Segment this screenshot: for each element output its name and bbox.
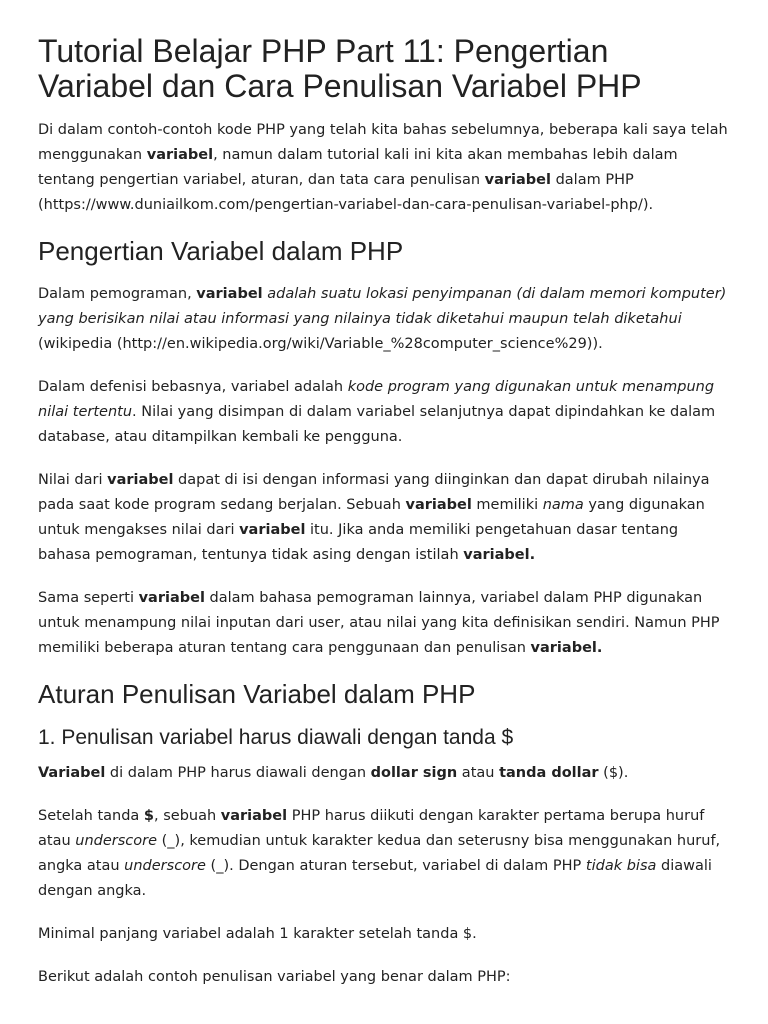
bold-term: tanda dollar	[499, 765, 599, 781]
section-heading-pengertian: Pengertian Variabel dalam PHP	[38, 236, 404, 266]
paragraph: Minimal panjang variabel adalah 1 karakter setelah tanda $.	[38, 926, 477, 942]
text: , namun dalam tutorial kali ini kita akan membahas lebih dalam tentang pengertian variabel, aturan, dan tata cara penulisan	[38, 147, 678, 188]
bold-term: variabel.	[530, 640, 603, 656]
bold-term: dollar sign	[370, 765, 458, 781]
text: Setelah tanda	[38, 808, 144, 824]
text: dalam PHP (https://www.duniailkom.com/pengertian-variabel-dan-cara-penulisan-variabel-php/).	[38, 172, 654, 213]
text: (wikipedia (http://en.wikipedia.org/wiki/Variable_%28computer_science%29)).	[38, 336, 603, 352]
paragraph	[38, 804, 730, 904]
bold-term: variabel	[138, 590, 205, 606]
text: PHP harus diikuti dengan karakter pertama berupa huruf atau	[38, 808, 705, 849]
intro-paragraph	[38, 118, 730, 218]
text: Sama seperti	[38, 590, 139, 606]
text: ($).	[598, 765, 629, 781]
text: dalam bahasa pemograman lainnya, variabel dalam PHP digunakan untuk menampung nilai inputan dari user, atau nilai yang kita definisikan sendiri. Namun PHP memiliki beberapa aturan tentang cara penggunaan dan penulisan	[38, 590, 720, 656]
section-heading-aturan: Aturan Penulisan Variabel dalam PHP	[38, 679, 476, 709]
text: yang digunakan untuk mengakses nilai dari	[38, 497, 705, 538]
bold-term: variabel	[107, 472, 174, 488]
italic-text: nama	[542, 497, 584, 513]
paragraph	[38, 375, 730, 450]
italic-text: tidak bisa	[585, 858, 657, 874]
text: diawali dengan angka.	[38, 858, 712, 899]
bold-term: variabel	[196, 286, 263, 302]
bold-term: variabel	[146, 147, 214, 163]
bold-term: variabel	[405, 497, 472, 513]
text: dapat di isi dengan informasi yang diinginkan dan dapat dirubah nilainya pada saat kode program sedang berjalan. Sebuah	[38, 472, 710, 513]
bold-term: variabel	[484, 172, 551, 188]
paragraph	[38, 282, 730, 357]
text: . Nilai yang disimpan di dalam variabel selanjutnya dapat dipindahkan ke dalam database, atau ditampilkan kembali ke pengguna.	[38, 404, 716, 445]
paragraph	[38, 586, 730, 661]
paragraph	[38, 761, 730, 786]
italic-text: underscore	[75, 833, 158, 849]
paragraph	[38, 468, 730, 568]
bold-term: $	[143, 808, 154, 824]
text: Dalam defenisi bebasnya, variabel adalah	[38, 379, 348, 395]
text: Nilai dari	[38, 472, 108, 488]
italic-text: adalah suatu lokasi penyimpanan (di dalam memori komputer) yang berisikan nilai atau informasi yang nilainya tidak diketahui maupun telah diketahui	[38, 286, 727, 327]
text: , sebuah	[154, 808, 221, 824]
bold-term: variabel.	[463, 547, 536, 563]
subsection-heading-rule1: 1. Penulisan variabel harus diawali dengan tanda $	[38, 726, 514, 749]
italic-text: kode program yang digunakan untuk menampung nilai tertentu	[38, 379, 715, 420]
text: Di dalam contoh-contoh kode PHP yang telah kita bahas sebelumnya, beberapa kali saya telah menggunakan	[38, 122, 728, 163]
text: di dalam PHP harus diawali dengan	[105, 765, 371, 781]
text: atau	[457, 765, 500, 781]
text: Dalam pemograman,	[38, 286, 197, 302]
bold-term: Variabel	[38, 765, 106, 781]
bold-term: variabel	[239, 522, 306, 538]
paragraph: Berikut adalah contoh penulisan variabel yang benar dalam PHP:	[38, 969, 511, 985]
text: (_), kemudian untuk karakter kedua dan seterusny bisa menggunakan huruf, angka atau	[38, 833, 721, 874]
text: itu. Jika anda memiliki pengetahuan dasar tentang bahasa pemograman, tentunya tidak asing dengan istilah	[38, 522, 679, 563]
page-title: Tutorial Belajar PHP Part 11: Pengertian Variabel dan Cara Penulisan Variabel PHP	[38, 33, 642, 104]
text: (_). Dengan aturan tersebut, variabel di dalam PHP	[205, 858, 586, 874]
italic-text: underscore	[124, 858, 206, 874]
bold-term: variabel	[220, 808, 288, 824]
text: memiliki	[471, 497, 543, 513]
